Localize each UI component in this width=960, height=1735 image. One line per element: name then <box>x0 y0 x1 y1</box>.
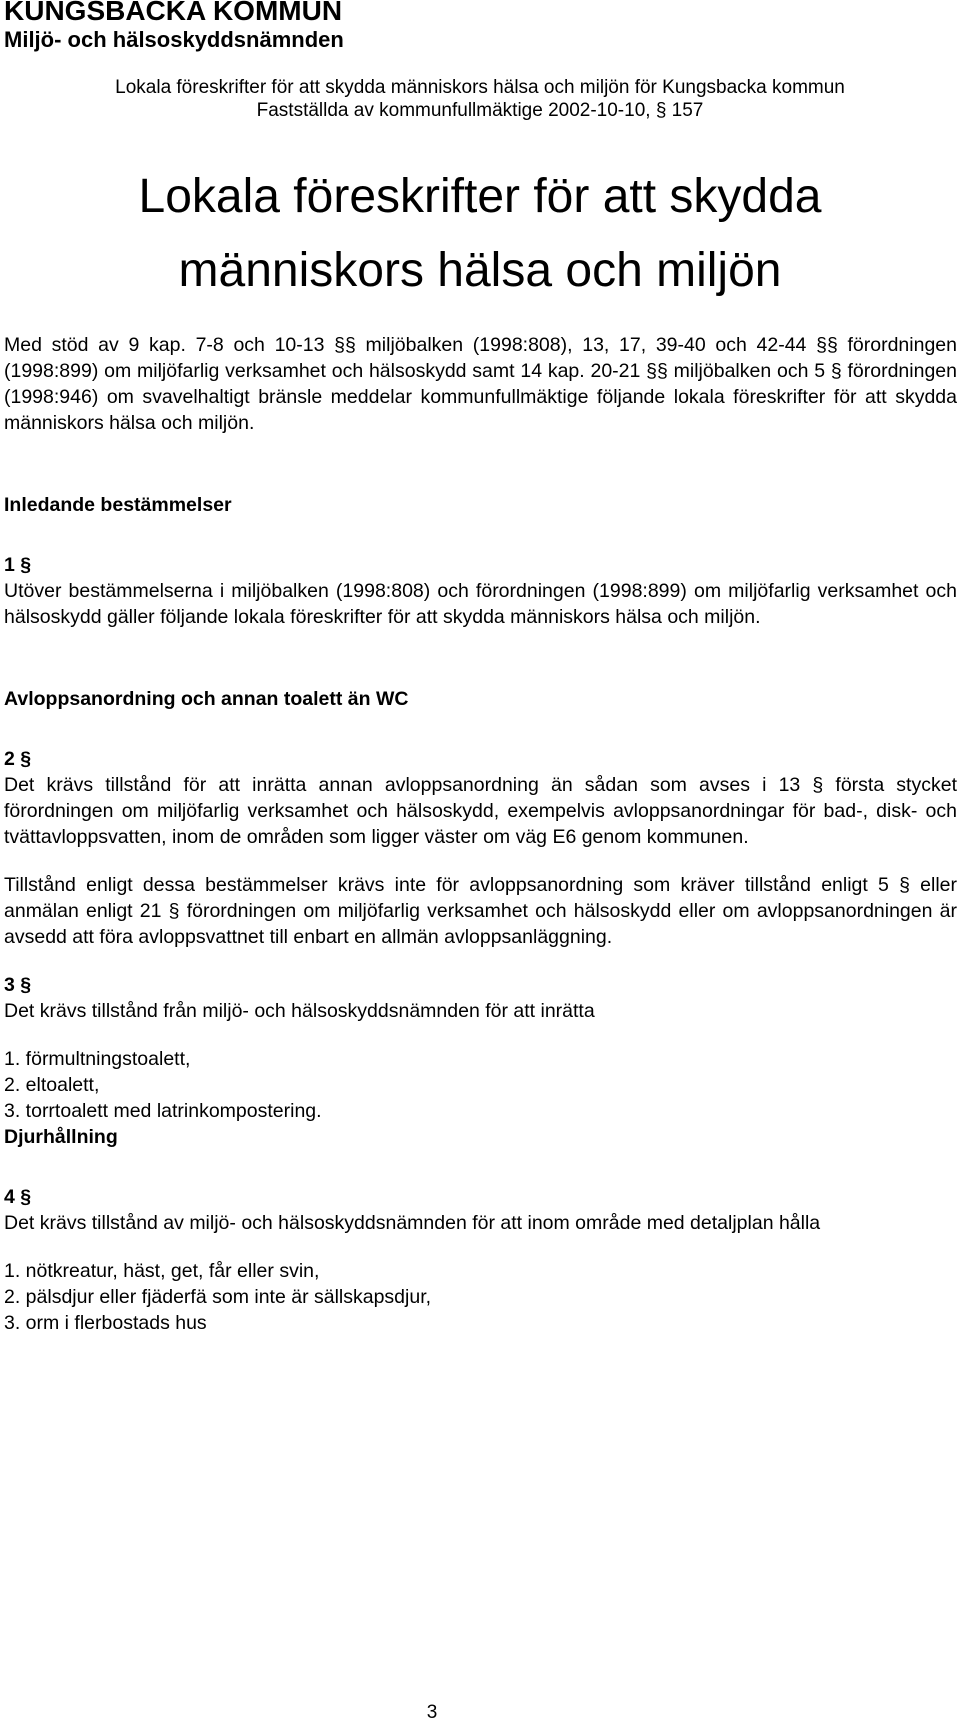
item-list <box>4 1046 957 1124</box>
board-name: Miljö- och hälsoskyddsnämnden <box>4 27 344 52</box>
intro-paragraph: Med stöd av 9 kap. 7-8 och 10-13 §§ miljöbalken (1998:808), 13, 17, 39-40 och 42-44 §§ förordningen (1998:899) om miljöfarlig verksamhet och hälsoskydd samt 14 kap. 20-21 §§ miljöbalken och 5 § förordningen (1998:946) om svavelhaltigt bränsle meddelar kommunfullmäktige följande lokala föreskrifter för att skydda människors hälsa och miljön. <box>4 334 957 434</box>
paragraph-text: Tillstånd enligt dessa bestämmelser krävs inte för avloppsanordning som kräver tillstånd enligt 5 § eller anmälan enligt 21 § förordningen om miljöfarlig verksamhet och hälsoskydd eller om avloppsanordningen är avsedd att föra avloppsvattnet till enbart en allmän avloppsanläggning. <box>4 874 957 948</box>
document-title <box>0 160 960 308</box>
list-item: 1. nötkreatur, häst, get, får eller svin, <box>4 1260 320 1282</box>
paragraph-text: Utöver bestämmelserna i miljöbalken (1998:808) och förordningen (1998:899) om miljöfarlig verksamhet och hälsoskydd gäller följande lokala föreskrifter för att skydda människors hälsa och miljön. <box>4 580 957 628</box>
section-djurhallning <box>4 1124 957 1336</box>
paragraph-text: Det krävs tillstånd för att inrätta annan avloppsanordning än sådan som avses i 13 § första stycket förordningen om miljöfarlig verksamhet och hälsoskydd, exempelvis avloppsanordningar för bad-, disk- och tvättavloppsvatten, inom de områden som ligger väster om väg E6 genom kommunen. <box>4 774 957 848</box>
paragraph-number: 4 § <box>4 1186 32 1208</box>
item-list <box>4 1258 957 1336</box>
section-heading: Djurhållning <box>4 1126 118 1148</box>
paragraph-number: 2 § <box>4 748 32 770</box>
section-inledande-bestammelser <box>4 492 957 630</box>
paragraph-text: Det krävs tillstånd av miljö- och hälsoskyddsnämnden för att inom område med detaljplan hålla <box>4 1212 821 1234</box>
list-item: 3. torrtoalett med latrinkompostering. <box>4 1100 322 1122</box>
adoption-line: Fastställda av kommunfullmäktige 2002-10-10, § 157 <box>256 100 704 121</box>
title-line-2: människors hälsa och miljön <box>178 244 782 297</box>
list-item: 1. förmultningstoalett, <box>4 1048 191 1070</box>
page-number: 3 <box>426 1702 438 1723</box>
section-heading: Inledande bestämmelser <box>4 494 232 516</box>
list-item: 2. eltoalett, <box>4 1074 100 1096</box>
section-heading: Avloppsanordning och annan toalett än WC <box>4 688 409 710</box>
document-subtitle: Lokala föreskrifter för att skydda människors hälsa och miljön för Kungsbacka kommun <box>115 77 845 98</box>
section-avloppsanordning <box>4 686 957 1124</box>
organization-name: KUNGSBACKA KOMMUN <box>4 0 343 26</box>
paragraph-text: Det krävs tillstånd från miljö- och hälsoskyddsnämnden för att inrätta <box>4 1000 595 1022</box>
list-item: 3. orm i flerbostads hus <box>4 1312 207 1334</box>
paragraph-number: 1 § <box>4 554 32 576</box>
title-line-1: Lokala föreskrifter för att skydda <box>138 170 822 223</box>
list-item: 2. pälsdjur eller fjäderfä som inte är sällskapsdjur, <box>4 1286 432 1308</box>
document-body <box>4 332 957 1336</box>
paragraph-number: 3 § <box>4 974 32 996</box>
